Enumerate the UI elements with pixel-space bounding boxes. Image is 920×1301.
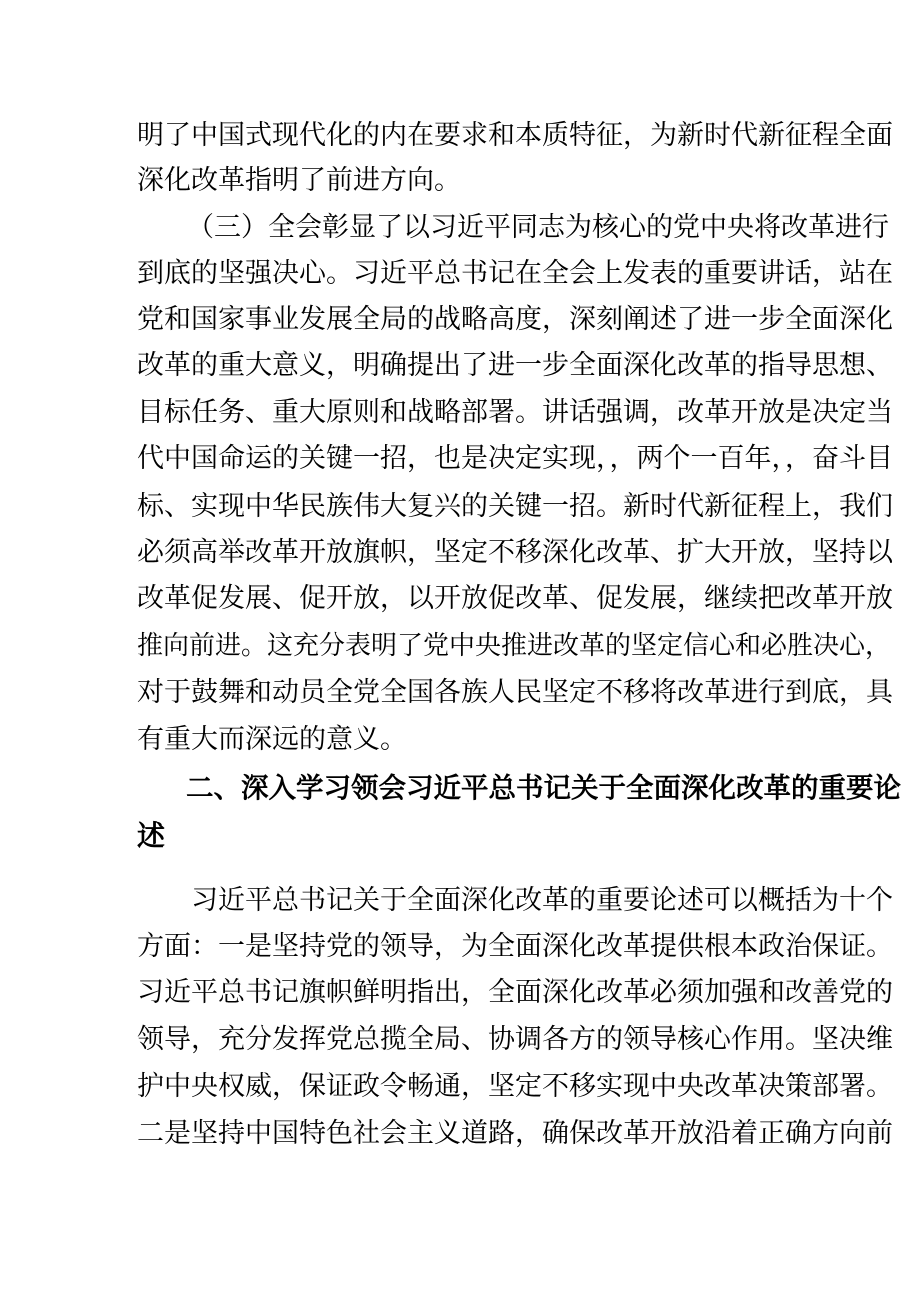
- section-heading-line-1: 二、深入学习领会习近平总书记关于全面深化改革的重要论: [186, 772, 901, 804]
- paragraph-1-line-1: 明了中国式现代化的内在要求和本质特征，为新时代新征程全面: [137, 120, 893, 151]
- paragraph-2-line-1: （三）全会彰显了以习近平同志为核心的党中央将改革进行: [187, 212, 889, 243]
- paragraph-3-line-1: 习近平总书记关于全面深化改革的重要论述可以概括为十个: [191, 885, 893, 916]
- paragraph-2-line-2: 到底的坚强决心。习近平总书记在全会上发表的重要讲话，站在: [137, 258, 893, 289]
- paragraph-1-line-2: 深化改革指明了前进方向。: [137, 165, 461, 196]
- paragraph-2-line-8: 必须高举改革开放旗帜，坚定不移深化改革、扩大开放，坚持以: [137, 537, 893, 568]
- paragraph-3-line-5: 护中央权威，保证政令畅通，坚定不移实现中央改革决策部署。: [137, 1071, 893, 1102]
- paragraph-2-line-11: 对于鼓舞和动员全党全国各族人民坚定不移将改革进行到底，具: [137, 677, 893, 708]
- paragraph-2-line-5: 目标任务、重大原则和战略部署。讲话强调，改革开放是决定当: [137, 397, 893, 428]
- paragraph-2-line-4: 改革的重大意义，明确提出了进一步全面深化改革的指导思想、: [137, 350, 893, 381]
- paragraph-2-line-3: 党和国家事业发展全局的战略高度，深刻阐述了进一步全面深化: [137, 304, 893, 335]
- paragraph-3-line-2: 方面：一是坚持党的领导，为全面深化改革提供根本政治保证。: [137, 931, 893, 962]
- paragraph-3-line-3: 习近平总书记旗帜鲜明指出，全面深化改革必须加强和改善党的: [137, 977, 893, 1008]
- paragraph-3-line-4: 领导，充分发挥党总揽全局、协调各方的领导核心作用。坚决维: [137, 1024, 893, 1055]
- paragraph-2-line-7: 标、实现中华民族伟大复兴的关键一招。新时代新征程上，我们: [137, 491, 893, 522]
- paragraph-2-line-6: 代中国命运的关键一招，也是决定实现，，两个一百年，，奋斗目: [137, 443, 893, 474]
- section-heading-line-2: 述: [137, 819, 166, 852]
- paragraph-2-line-12: 有重大而深远的意义。: [137, 724, 407, 755]
- paragraph-3-line-6: 二是坚持中国特色社会主义道路，确保改革开放沿着正确方向前: [137, 1118, 893, 1149]
- paragraph-2-line-9: 改革促发展、促开放，以开放促改革、促发展，继续把改革开放: [137, 583, 893, 614]
- paragraph-2-line-10: 推向前进。这充分表明了党中央推进改革的坚定信心和必胜决心，: [137, 631, 892, 661]
